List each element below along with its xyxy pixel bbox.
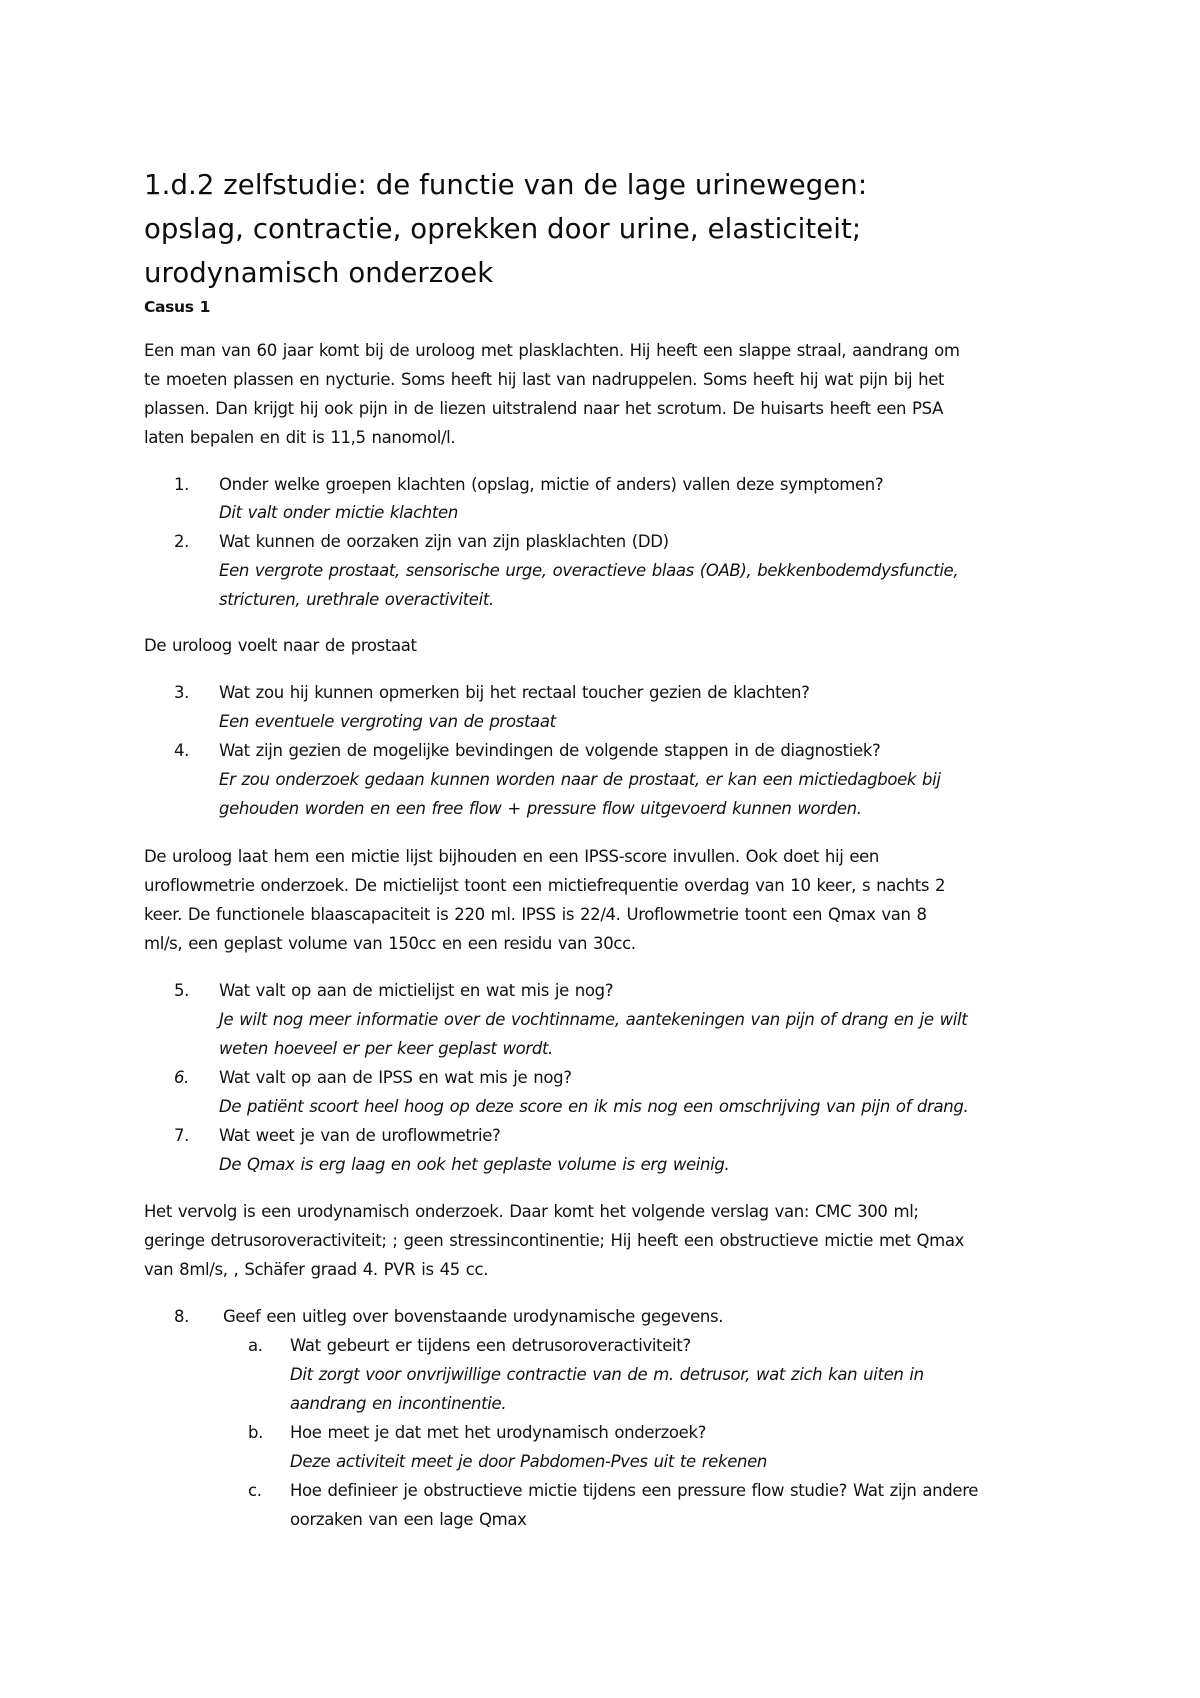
answer-text: Je wilt nog meer informatie over de vochtinname, aantekeningen van pijn of drang en je wilt [219,1010,968,1029]
paragraph-mictie-line: De uroloog laat hem een mictie lijst bijhouden en een IPSS-score invullen. Ook doet hij een [144,847,880,866]
sub-answer-text: Dit zorgt voor onvrijwillige contractie van de m. detrusor, wat zich kan uiten in [290,1365,924,1384]
answer-text: Een vergrote prostaat, sensorische urge, overactieve blaas (OAB), bekkenbodemdysfunctie, [219,561,959,580]
intro-line: te moeten plassen en nycturie. Soms heeft hij last van nadruppelen. Soms heeft hij wat pijn bij het [144,370,945,389]
answer-text: Dit valt onder mictie klachten [219,503,458,522]
paragraph-mictie-line: ml/s, een geplast volume van 150cc en een residu van 30cc. [144,934,636,953]
question-text: Wat valt op aan de mictielijst en wat mis je nog? [219,981,614,1000]
question-number: 6. [174,1068,190,1087]
sub-question-letter: c. [248,1481,262,1500]
answer-text: stricturen, urethrale overactiviteit. [219,590,494,609]
question-number: 2. [174,532,190,551]
question-number: 8. [174,1307,190,1326]
paragraph-urodynamisch-line: geringe detrusoroveractiviteit; ; geen stressincontinentie; Hij heeft een obstructieve mictie met Qmax [144,1231,965,1250]
question-text: Onder welke groepen klachten (opslag, mictie of anders) vallen deze symptomen? [219,475,884,494]
intro-line: plassen. Dan krijgt hij ook pijn in de liezen uitstralend naar het scrotum. De huisarts heeft een PSA [144,399,944,418]
sub-question-text: Hoe meet je dat met het urodynamisch onderzoek? [290,1423,707,1442]
page-title-line-1: 1.d.2 zelfstudie: de functie van de lage urinewegen: [144,169,868,201]
paragraph-mictie-line: keer. De functionele blaascapaciteit is 220 ml. IPSS is 22/4. Uroflowmetrie toont een Qmax van 8 [144,905,927,924]
sub-question-letter: b. [248,1423,264,1442]
sub-question-text: Wat gebeurt er tijdens een detrusoroveractiviteit? [290,1336,691,1355]
answer-text: gehouden worden en een free flow + pressure flow uitgevoerd kunnen worden. [219,799,862,818]
question-number: 7. [174,1126,190,1145]
paragraph-mictie-line: uroflowmetrie onderzoek. De mictielijst toont een mictiefrequentie overdag van 10 keer, s nachts 2 [144,876,946,895]
page-title-line-2: opslag, contractie, oprekken door urine, elasticiteit; [144,213,862,245]
question-number: 1. [174,475,190,494]
intro-line: Een man van 60 jaar komt bij de uroloog met plasklachten. Hij heeft een slappe straal, aandrang om [144,341,960,360]
sub-answer-text: Deze activiteit meet je door Pabdomen-Pves uit te rekenen [290,1452,768,1471]
sub-question-text: oorzaken van een lage Qmax [290,1510,527,1529]
answer-text: Er zou onderzoek gedaan kunnen worden naar de prostaat, er kan een mictiedagboek bij [219,770,941,789]
answer-text: Een eventuele vergroting van de prostaat [219,712,556,731]
intro-line: laten bepalen en dit is 11,5 nanomol/l. [144,428,456,447]
answer-text: De Qmax is erg laag en ook het geplaste volume is erg weinig. [219,1155,730,1174]
sub-answer-text: aandrang en incontinentie. [290,1394,507,1413]
paragraph-urodynamisch-line: van 8ml/s, , Schäfer graad 4. PVR is 45 cc. [144,1260,489,1279]
question-text: Wat zijn gezien de mogelijke bevindingen de volgende stappen in de diagnostiek? [219,741,881,760]
sub-question-letter: a. [248,1336,263,1355]
question-text: Wat valt op aan de IPSS en wat mis je nog? [219,1068,572,1087]
question-text: Wat kunnen de oorzaken zijn van zijn plasklachten (DD) [219,532,669,551]
answer-text: De patiënt scoort heel hoog op deze score en ik mis nog een omschrijving van pijn of drang. [219,1097,969,1116]
page-title-line-3: urodynamisch onderzoek [144,257,494,289]
sub-question-text: Hoe definieer je obstructieve mictie tijdens een pressure flow studie? Wat zijn andere [290,1481,979,1500]
paragraph-urodynamisch-line: Het vervolg is een urodynamisch onderzoek. Daar komt het volgende verslag van: CMC 300 ml; [144,1202,919,1221]
question-text: Wat weet je van de uroflowmetrie? [219,1126,501,1145]
casus-heading: Casus 1 [144,298,211,316]
question-number: 5. [174,981,190,1000]
question-number: 3. [174,683,190,702]
answer-text: weten hoeveel er per keer geplast wordt. [219,1039,553,1058]
paragraph-prostaat: De uroloog voelt naar de prostaat [144,636,417,655]
question-text: Geef een uitleg over bovenstaande urodynamische gegevens. [223,1307,724,1326]
question-text: Wat zou hij kunnen opmerken bij het rectaal toucher gezien de klachten? [219,683,810,702]
question-number: 4. [174,741,190,760]
